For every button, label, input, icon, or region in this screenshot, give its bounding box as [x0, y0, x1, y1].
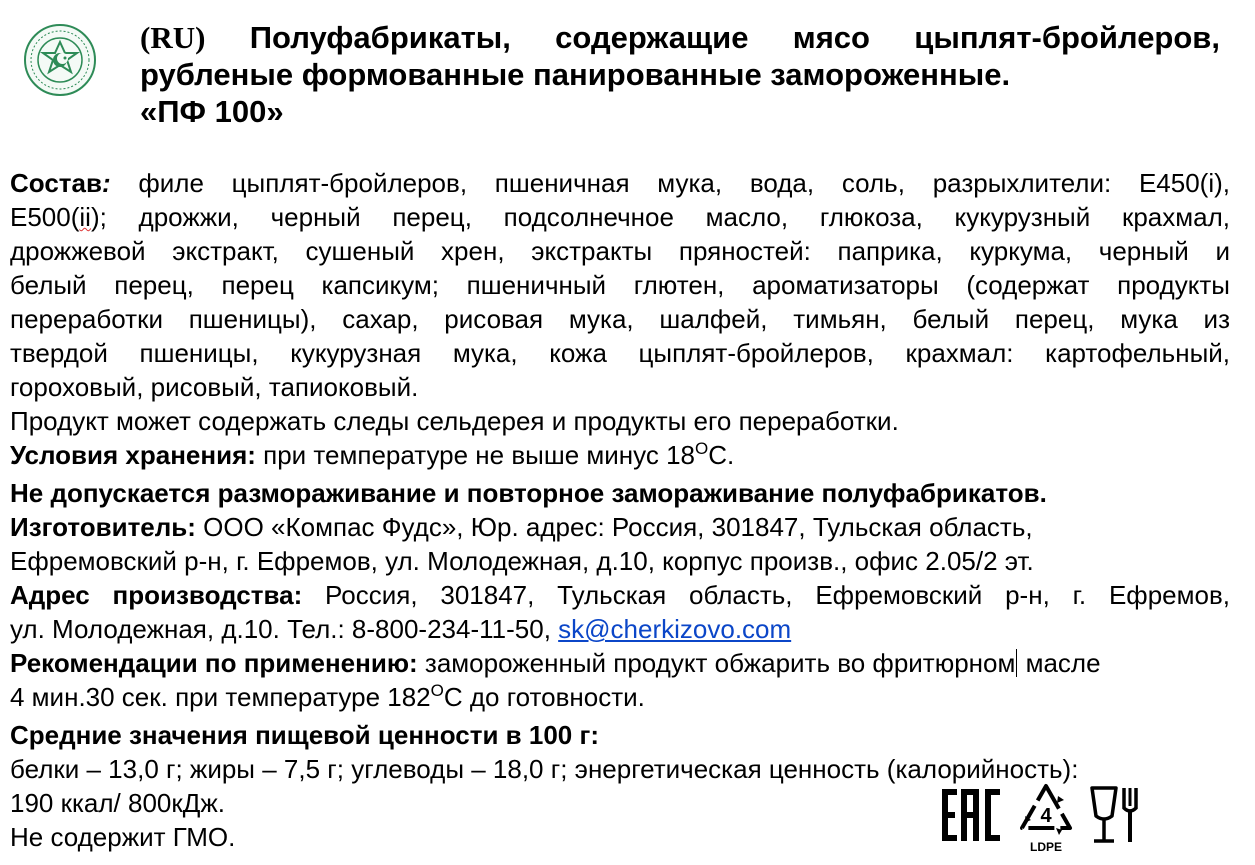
usage-line-2: 4 мин.30 сек. при температуре $182^OС$ до готовности. [10, 681, 645, 712]
food-contact-glass-fork-icon [1088, 784, 1148, 846]
production-address-line-2: ул. Молодежная, д.10. Тел.: 8-800-234-11-50, sk@cherkizovo.com [10, 614, 792, 644]
composition-line-6: твердой пшеницы, кукурузная мука, кожа цыплят-бройлеров, крахмал: картофельный, [10, 338, 1230, 368]
email-link[interactable]: sk@cherkizovo.com [558, 614, 792, 644]
allergen-note: Продукт может содержать следы сельдерея и продукты его переработки. [10, 406, 899, 436]
storage-conditions: Условия хранения: при температуре не выше минус $18^OС$. [10, 439, 735, 470]
halal-certification-seal-icon [18, 22, 102, 98]
product-title [140, 19, 1220, 130]
composition-label: Состав [10, 168, 102, 198]
degree-mark: O [695, 439, 709, 458]
composition-line-4: белый перец, перец капсикум; пшеничный глютен, ароматизаторы (содержат продукты [10, 270, 1230, 300]
title-line-1: (RU) Полуфабрикаты, содержащие мясо цыплят-бройлеров, [140, 20, 1220, 55]
title-line-3: «ПФ 100» [140, 94, 284, 129]
halal-seal-logo [18, 22, 102, 98]
refreeze-warning: Не допускается размораживание и повторное замораживание полуфабрикатов. [10, 478, 1047, 508]
composition-line-7: гороховый, рисовый, тапиоковый. [10, 372, 419, 402]
composition-line-5: переработки пшеницы), сахар, рисовая мука, шалфей, тимьян, белый перец, мука из [10, 304, 1230, 334]
degree-mark: O [430, 681, 444, 700]
composition-line-1: Состав: филе цыплят-бройлеров, пшеничная мука, вода, соль, разрыхлители: Е450(i), [10, 168, 1230, 198]
gmo-note: Не содержит ГМО. [10, 822, 236, 852]
composition-line-3: дрожжевой экстракт, сушеный хрен, экстракты пряностей: паприка, куркума, черный и [10, 236, 1230, 266]
recycling-triangle-icon [1018, 782, 1074, 854]
manufacturer-line-2: Ефремовский р-н, г. Ефремов, ул. Молодежная, д.10, корпус произв., офис 2.05/2 эт. [10, 546, 1034, 576]
title-line-2: рубленые формованные панированные замороженные. [140, 57, 1011, 92]
production-address-line-1: Адрес производства: Россия, 301847, Тульская область, Ефремовский р-н, г. Ефремов, [10, 580, 1230, 610]
usage-line-1: Рекомендации по применению: замороженный продукт обжарить во фритюрном масле [10, 648, 1101, 678]
storage-label: Условия хранения: [10, 440, 256, 470]
nutrition-line-2: 190 ккал/ 800кДж. [10, 788, 225, 818]
manufacturer-label: Изготовитель: [10, 512, 196, 542]
nutrition-heading: Средние значения пищевой ценности в 100 г: [10, 720, 599, 750]
usage-label: Рекомендации по применению: [10, 648, 418, 678]
eac-conformity-mark-icon [940, 787, 1002, 843]
language-code: (RU) [140, 20, 206, 55]
nutrition-line-1: белки – 13,0 г; жиры – 7,5 г; углеводы – 18,0 г; энергетическая ценность (калорийность): [10, 754, 1079, 784]
recycle-label: LDPE [1029, 840, 1063, 854]
compliance-marks [940, 782, 1150, 857]
composition-line-2: Е500(ii); дрожжи, черный перец, подсолнечное масло, глюкоза, кукурузный крахмал, [10, 202, 1230, 232]
manufacturer-line-1: Изготовитель: ООО «Компас Фудс», Юр. адрес: Россия, 301847, Тульская область, [10, 512, 1033, 542]
label-body [10, 166, 1230, 854]
recycle-number: 4 [1040, 805, 1052, 827]
production-label: Адрес производства: [10, 580, 303, 610]
